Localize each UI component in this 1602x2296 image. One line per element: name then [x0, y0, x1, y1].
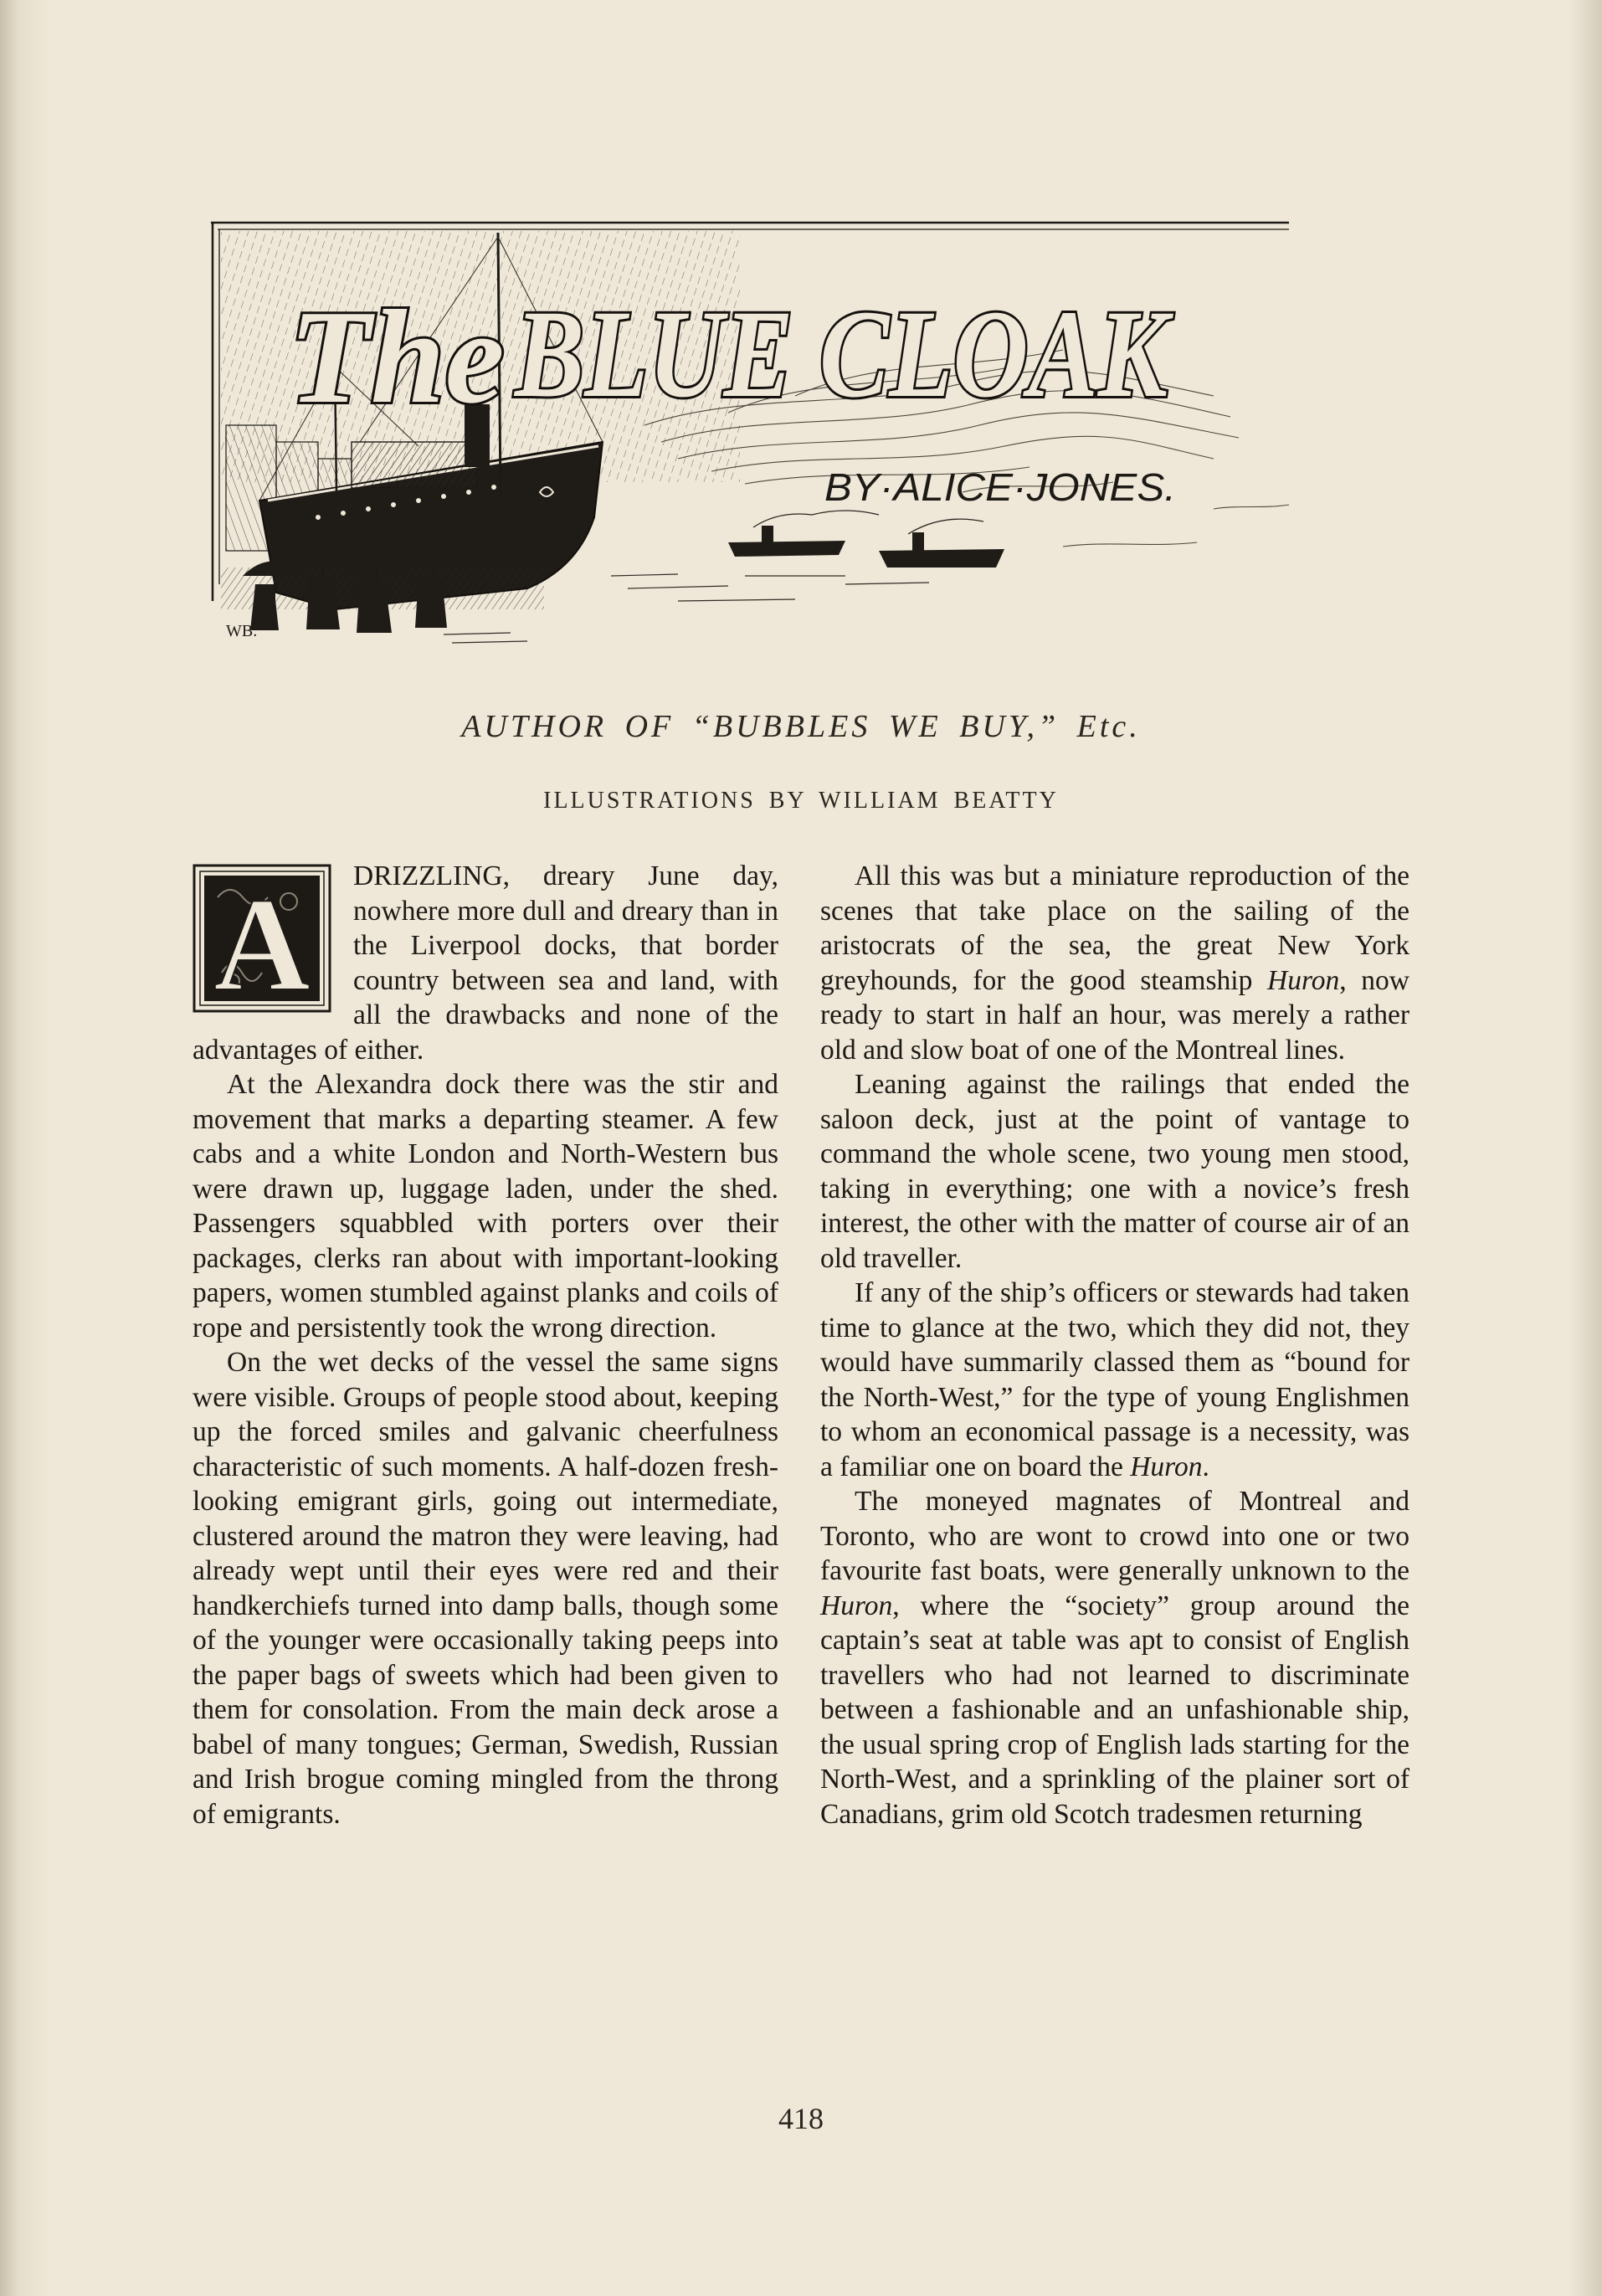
paragraph: The moneyed magnates of Montreal and Toronto, who are wont to crowd into one or two favourite fast boats, were generally unknown to the Huron, where the “society” group around the captain’s seat at table was apt to consist of English travellers who had not learned to discriminate between a fashionable and an unfashionable ship, the usual spring crop of English lads starting for the North-West, and a sprinkling of the plainer sort of Canadians, grim old Scotch tradesmen returning — [820, 1486, 1409, 1830]
ship-name: Huron — [1130, 1451, 1203, 1482]
drop-cap-initial — [193, 864, 331, 1013]
title-blue-cloak: BLUE CLOAK — [513, 285, 1174, 424]
paragraph: All this was but a miniature reproduction of the scenes that take place on the sailing of the aristocrats of the sea, the great New York greyhounds, for the good steamship Huron, now ready to start in half an hour, was merely a rather old and slow boat of one of the Montreal lines. — [820, 860, 1409, 1066]
ship-name: Huron — [1267, 964, 1340, 996]
title-the: The — [289, 282, 505, 431]
text-column-left — [193, 859, 778, 1831]
paragraph: Leaning against the railings that ended the saloon deck, just at the point of vantage to command the whole scene, two young men stood, taking in everything; one with a novice’s fresh interest, the other with the matter of course air of an old traveller. — [820, 1069, 1409, 1274]
page-number: 418 — [778, 2102, 824, 2135]
title-headpiece — [209, 216, 1289, 710]
byline: BY·ALICE·JONES. — [824, 465, 1176, 509]
illustrations-credit: ILLUSTRATIONS BY WILLIAM BEATTY — [543, 788, 1059, 814]
paragraph: DRIZZLING, dreary June day, nowhere more dull and dreary than in the Liverpool docks, that border country between sea and land, with all the drawbacks and none of the advantages of either. — [193, 860, 778, 1066]
paragraph: At the Alexandra dock there was the stir and movement that marks a departing steamer. A few cabs and a white London and North-Western bus were drawn up, luggage laden, under the shed. Passengers squabbled with porters over their packages, clerks ran about with important-looking papers, women stumbled against planks and coils of rope and persistently took the wrong direction. — [193, 1069, 778, 1343]
paragraph: On the wet decks of the vessel the same signs were visible. Groups of people stood about, keeping up the forced smiles and galvanic cheerfulness characteristic of such moments. A half-dozen fresh-looking emigrant girls, going out intermediate, clustered around the matron they were leaving, had already wept until their eyes were red and their handkerchiefs turned into damp balls, though some of the younger were occasionally taking peeps into the paper bags of sweets which had been given to them for consolation. From the main deck arose a babel of many tongues; German, Swedish, Russian and Irish brogue coming mingled from the throng of emigrants. — [193, 1347, 778, 1830]
author-credit: AUTHOR OF “BUBBLES WE BUY,” Etc. — [461, 709, 1141, 744]
artist-signature: WB. — [226, 622, 258, 640]
text-column-right — [820, 859, 1409, 1831]
paragraph: If any of the ship’s officers or stewards had taken time to glance at the two, which they did not, they would have summarily classed them as “bound for the North-West,” for the type of young Englishmen to whom an economical passage is a necessity, was a familiar one on board the Huron. — [820, 1277, 1409, 1482]
drop-cap-letter: A — [213, 870, 311, 1013]
ship-name: Huron — [820, 1590, 893, 1621]
